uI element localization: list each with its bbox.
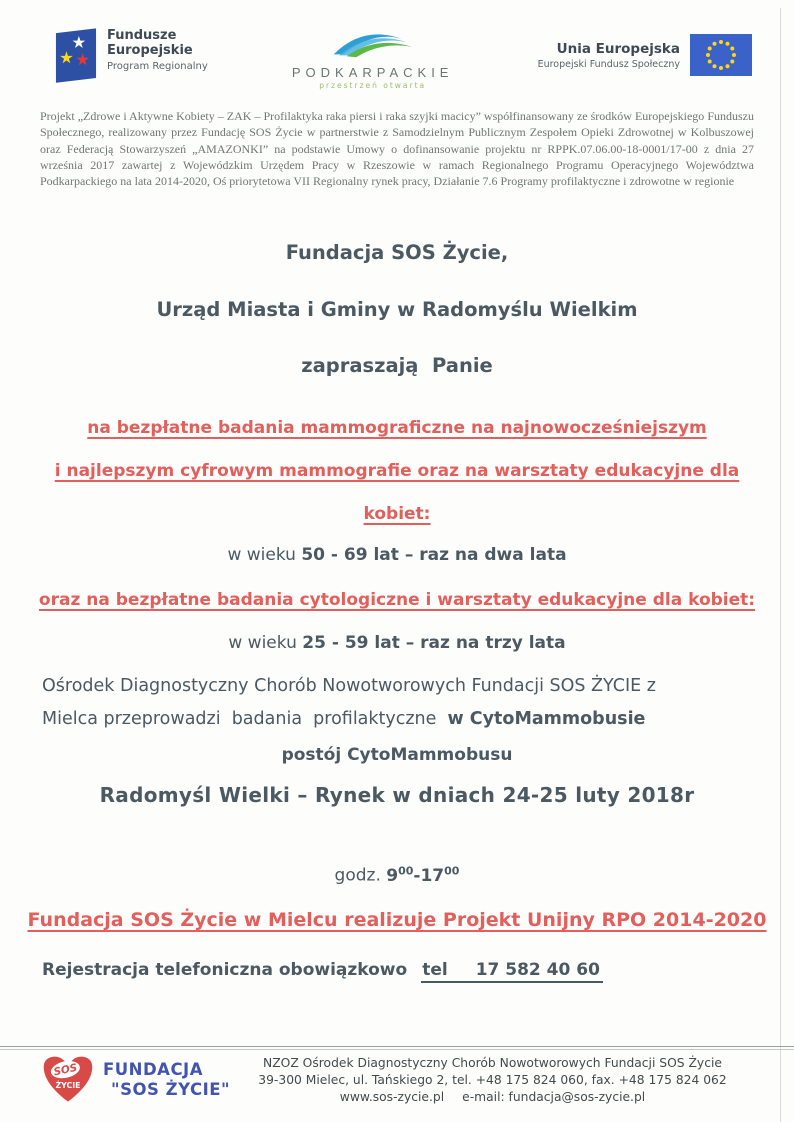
footer-web-email (247, 1089, 738, 1106)
heart-text-sos: SOS (52, 1061, 79, 1079)
footer-inner (0, 1050, 794, 1106)
hours-end: 17 (420, 866, 445, 887)
fe-title-line1: Fundusze (107, 28, 177, 43)
mammo-offer-line-1: na bezpłatne badania mammograficzne na najnowocześniejszym (87, 418, 707, 439)
hours-start: 9 (386, 866, 399, 887)
fe-logo-text (107, 28, 208, 72)
mammo-offer-line-3: kobiet: (363, 504, 431, 525)
mammo-age-prefix: w wieku (227, 545, 302, 566)
eu-flag-icon (690, 34, 752, 76)
cytomammobus-label: w CytoMammobusie (447, 709, 646, 730)
hours-value (386, 866, 459, 886)
foundation-name-line-2: "SOS ŻYCIE" (111, 1080, 231, 1099)
heart-text-zycie: ŻYCIE (55, 1080, 81, 1090)
fe-flag-icon (55, 28, 97, 84)
footer (0, 1046, 794, 1106)
location-date-line: Radomyśl Wielki – Rynek w dniach 24-25 luty 2018r (99, 783, 695, 808)
hours-dash: - (413, 866, 421, 887)
scan-artifact-line (780, 8, 781, 1122)
footer-address-phone: 39-300 Mielec, ul. Tańskiego 2, tel. +48 175 824 060, fax. +48 175 824 062 (258, 1072, 727, 1087)
podkarpackie-swoosh-icon (325, 30, 421, 60)
cyto-offer-line: oraz na bezpłatne badania cytologiczne i warsztaty edukacyjne dla kobiet: (38, 590, 756, 611)
fe-title-line2: Europejskie (107, 43, 193, 58)
foundation-name-line-1: FUNDACJA (103, 1060, 203, 1079)
phone-label: tel (422, 960, 448, 981)
clinic-details-line-2-text: Mielca przeprowadzi badania profilaktyczne (42, 709, 448, 730)
mammo-age-line (0, 542, 794, 568)
mammo-age-range: 50 - 69 lat – raz na dwa lata (301, 545, 567, 566)
logo-fundusze-europejskie (55, 28, 208, 84)
footer-contact (247, 1055, 764, 1106)
foundation-name (103, 1060, 230, 1100)
invite-line: zapraszają Panie (301, 354, 493, 378)
hours-start-sup: 00 (398, 864, 414, 878)
registration-label: Rejestracja telefoniczna obowiązkowo (42, 960, 408, 981)
eu-logo-text (538, 41, 680, 70)
clinic-details (42, 670, 752, 736)
clinic-details-line-1: Ośrodek Diagnostyczny Chorób Nowotworowych Fundacji SOS ŻYCIE z (42, 676, 656, 697)
podkarpackie-subtitle: przestrzeń otwarta (319, 81, 427, 90)
eu-subtitle: Europejski Fundusz Społeczny (537, 58, 680, 70)
logo-strip (0, 0, 794, 90)
logo-podkarpackie (292, 30, 454, 90)
foundation-logo (42, 1054, 247, 1106)
cyto-age-line (0, 630, 794, 656)
footer-website: www.sos-zycie.pl (339, 1089, 445, 1104)
hours-end-sup: 00 (444, 864, 460, 878)
registration-line (42, 957, 752, 983)
mammo-offer-line-2: i najlepszym cyfrowym mammografie oraz na warsztaty edukacyjne dla (54, 461, 740, 482)
bus-stop-line: postój CytoMammobusu (281, 745, 513, 766)
project-funding-note: Projekt „Zdrowe i Aktywne Kobiety – ZAK – Profilaktyka raka piersi i raka szyjki macicy” współfinansowany ze środków Europejskiego Funduszu Społecznego, realizowany przez Fundację SOS Życie w partnerstwie z Samodzielnym Publicznym Zespołem Opieki Zdrowotnej w Kolbuszowej oraz Federacją Stowarzyszeń „AMAZONKI” na podstawie Umowy o dofinansowanie projektu nr RPPK.07.06.00-18-0001/17-00 z dnia 27 września 2017 zawartej z Wojewódzkim Urzędem Pracy w Rzeszowie w ramach Regionalnego Programu Operacyjnego Województwa Podkarpackiego na lata 2014-2020, Oś priorytetowa VII Regionalny rynek pracy, Działanie 7.6 Programy profilaktyczne i zdrowotne w regionie (40, 109, 754, 189)
footer-email: e-mail: fundacja@sos-zycie.pl (462, 1089, 646, 1104)
logo-unia-europejska (538, 34, 752, 76)
project-banner: Fundacja SOS Życie w Mielcu realizuje Projekt Unijny RPO 2014-2020 (27, 909, 767, 932)
phone-number: 17 582 40 60 (475, 960, 600, 981)
footer-clinic-name: NZOZ Ośrodek Diagnostyczny Chorób Nowotworowych Fundacji SOS Życie (263, 1055, 722, 1070)
org-name-2: Urząd Miasta i Gminy w Radomyślu Wielkim (156, 298, 638, 322)
clinic-details-line-2 (42, 703, 752, 736)
eu-title: Unia Europejska (556, 40, 680, 57)
hours-line (0, 858, 794, 889)
cyto-age-range: 25 - 59 lat – raz na trzy lata (302, 633, 566, 654)
fe-subtitle: Program Regionalny (107, 61, 208, 72)
flyer-body (0, 108, 794, 983)
podkarpackie-title: PODKARPACKIE (291, 65, 454, 80)
sos-heart-icon (42, 1054, 94, 1106)
phone-underlined (421, 960, 603, 983)
cyto-age-prefix: w wieku (228, 633, 303, 654)
hours-label: godz. (334, 866, 387, 887)
org-name-1: Fundacja SOS Życie, (285, 241, 509, 265)
